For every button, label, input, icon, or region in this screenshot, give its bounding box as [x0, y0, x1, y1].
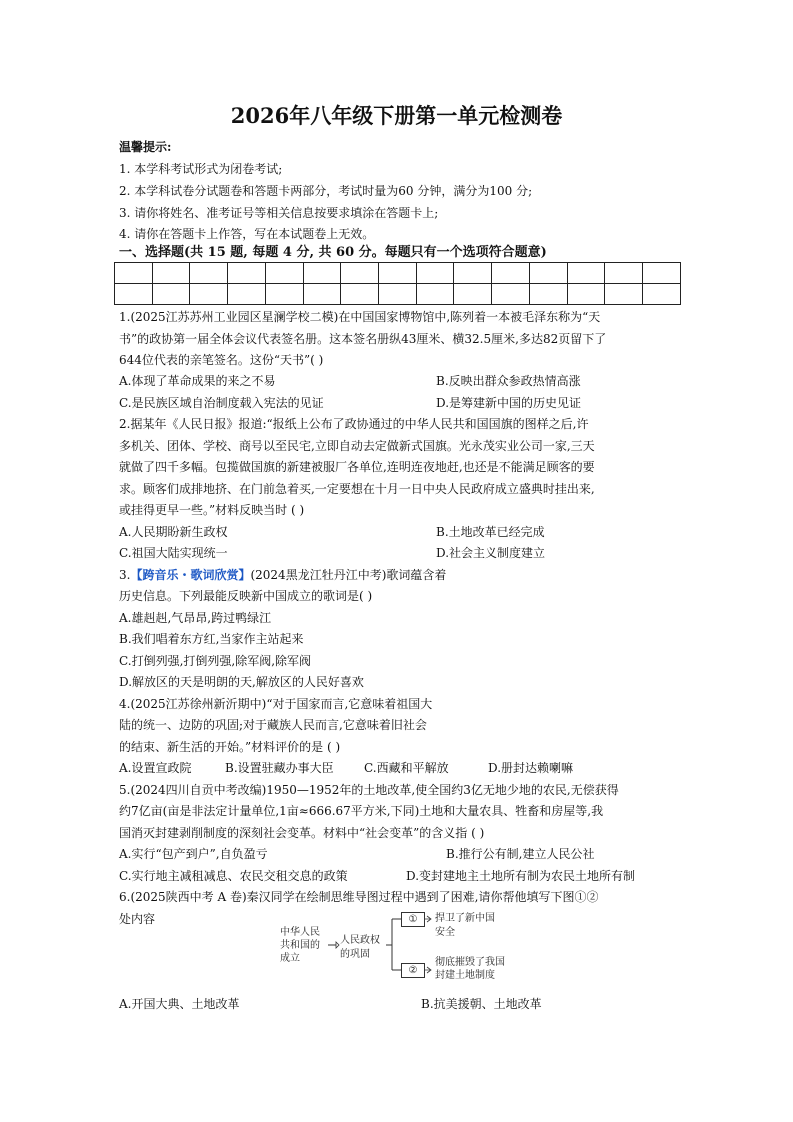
diagram-right-text: 安全	[435, 927, 455, 938]
option-b[interactable]: B.抗美援朝、土地改革	[421, 997, 542, 1011]
question-source: (2024黑龙江牡丹江中考)歌词蕴含着	[250, 568, 447, 582]
option-b[interactable]: B.我们唱着东方红,当家作主站起来	[119, 632, 304, 646]
question-text: 陆的统一、边防的巩固;对于藏族人民而言,它意味着旧社会	[119, 718, 427, 732]
question-text: 6.(2025陕西中考 A 卷)秦汉同学在绘制思维导图过程中遇到了困难,请你帮他填写下图①②	[119, 890, 599, 904]
diagram-right-text: 捍卫了新中国	[435, 913, 495, 924]
option-c[interactable]: C.祖国大陆实现统一	[119, 546, 228, 560]
question-text: 2.据某年《人民日报》报道:“报纸上公布了政协通过的中华人民共和国国旗的图样之后,许	[119, 417, 589, 431]
notice-item: 4. 请你在答题卡上作答，写在本试题卷上无效。	[119, 227, 375, 241]
option-c[interactable]: C.打倒列强,打倒列强,除军阀,除军阀	[119, 654, 312, 668]
mind-map-diagram	[278, 912, 528, 982]
answer-cell[interactable]	[379, 284, 417, 305]
answer-cell[interactable]	[303, 284, 341, 305]
option-c[interactable]: C.实行地主减租减息、农民交租交息的政策	[119, 869, 348, 883]
notice-item: 1. 本学科考试形式为闭卷考试;	[119, 162, 283, 176]
notice-item: 3. 请你将姓名、准考证号等相关信息按要求填涂在答题卡上;	[119, 206, 439, 220]
question-text: 的结束、新生活的开始。”材料评价的是 ( )	[119, 740, 341, 754]
question-number: 3.	[119, 568, 131, 582]
option-c[interactable]: C.西藏和平解放	[364, 761, 449, 775]
page-title: 2026年八年级下册第一单元检测卷	[230, 103, 563, 128]
section-heading: 一、选择题(共 15 题, 每题 4 分, 共 60 分。每题只有一个选项符合题意)	[119, 245, 547, 260]
answer-cell[interactable]	[265, 263, 303, 284]
option-b[interactable]: B.设置驻藏办事大臣	[225, 761, 334, 775]
answer-cell[interactable]	[416, 284, 454, 305]
answer-cell[interactable]	[605, 263, 643, 284]
diagram-right-text: 封建土地制度	[435, 970, 495, 981]
question-text	[119, 564, 446, 586]
diagram-left-text: 中华人民	[280, 927, 320, 938]
question-text: 处内容	[119, 912, 156, 926]
answer-cell[interactable]	[492, 263, 530, 284]
answer-cell[interactable]	[379, 263, 417, 284]
question-text: 约7亿亩(亩是非法定计量单位,1亩≈666.67平方米,下同)土地和大量农具、牲畜和房屋等,我	[119, 804, 604, 818]
answer-cell[interactable]	[152, 263, 190, 284]
answer-cell[interactable]	[115, 284, 153, 305]
answer-cell[interactable]	[567, 263, 605, 284]
option-a[interactable]: A.体现了革命成果的来之不易	[119, 374, 276, 388]
option-a[interactable]: A.雄赳赳,气昂昂,跨过鸭绿江	[119, 611, 272, 625]
answer-cell[interactable]	[152, 284, 190, 305]
answer-grid	[114, 262, 681, 305]
answer-cell[interactable]	[115, 263, 153, 284]
answer-cell[interactable]	[454, 284, 492, 305]
notice-item: 2. 本学科试卷分试题卷和答题卡两部分，考试时量为60 分钟，满分为100 分;	[119, 184, 533, 198]
option-b[interactable]: B.推行公有制,建立人民公社	[446, 847, 595, 861]
answer-cell[interactable]	[265, 284, 303, 305]
blank-marker-2: ②	[401, 963, 425, 978]
question-text: 5.(2024四川自贡中考改编)1950—1952年的土地改革,使全国约3亿无地少地的农民,无偿获得	[119, 783, 619, 797]
notice-heading: 温馨提示:	[119, 140, 172, 154]
answer-cell[interactable]	[492, 284, 530, 305]
question-text: 或挂得更早一些。”材料反映当时 ( )	[119, 503, 305, 517]
answer-cell[interactable]	[643, 263, 681, 284]
option-d[interactable]: D.是筹建新中国的历史见证	[436, 396, 582, 410]
option-a[interactable]: A.实行“包产到户”,自负盈亏	[119, 847, 268, 861]
option-d[interactable]: D.解放区的天是明朗的天,解放区的人民好喜欢	[119, 675, 364, 689]
option-b[interactable]: B.土地改革已经完成	[436, 525, 545, 539]
answer-cell[interactable]	[643, 284, 681, 305]
cross-subject-tag: 【跨音乐・歌词欣赏】	[130, 568, 251, 582]
answer-cell[interactable]	[567, 284, 605, 305]
question-text: 就做了四千多幅。包揽做国旗的新建被服厂各单位,连明连夜地赶,也还是不能满足顾客的要	[119, 460, 595, 474]
answer-cell[interactable]	[303, 263, 341, 284]
answer-cell[interactable]	[228, 284, 266, 305]
question-text: 644位代表的亲笔签名。这份“天书”( )	[119, 353, 324, 367]
question-text: 国消灭封建剥削制度的深刻社会变革。材料中“社会变革”的含义指 ( )	[119, 826, 485, 840]
answer-cell[interactable]	[416, 263, 454, 284]
diagram-middle-text: 的巩固	[340, 949, 370, 960]
answer-cell[interactable]	[529, 284, 567, 305]
answer-cell[interactable]	[341, 284, 379, 305]
option-d[interactable]: D.社会主义制度建立	[436, 546, 546, 560]
answer-cell[interactable]	[529, 263, 567, 284]
answer-cell[interactable]	[190, 284, 228, 305]
question-text: 4.(2025江苏徐州新沂期中)“对于国家而言,它意味着祖国大	[119, 697, 433, 711]
diagram-middle-text: 人民政权	[340, 935, 380, 946]
option-b[interactable]: B.反映出群众参政热情高涨	[436, 374, 581, 388]
question-text: 求。顾客们成排地挤、在门前急着买,一定要想在十月一日中央人民政府成立盛典时挂出来,	[119, 482, 595, 496]
diagram-left-text: 成立	[280, 953, 300, 964]
option-a[interactable]: A.开国大典、土地改革	[119, 997, 240, 1011]
option-c[interactable]: C.是民族区域自治制度载入宪法的见证	[119, 396, 324, 410]
question-text: 1.(2025江苏苏州工业园区星澜学校二模)在中国国家博物馆中,陈列着一本被毛泽东称为“天	[119, 310, 601, 324]
option-a[interactable]: A.设置宣政院	[119, 761, 192, 775]
answer-cell[interactable]	[605, 284, 643, 305]
question-text: 历史信息。下列最能反映新中国成立的歌词是( )	[119, 589, 373, 603]
question-text: 书”的政协第一届全体会议代表签名册。这本签名册纵43厘米、横32.5厘米,多达82页留下了	[119, 332, 607, 346]
diagram-right-text: 彻底摧毁了我国	[435, 957, 505, 968]
option-a[interactable]: A.人民期盼新生政权	[119, 525, 228, 539]
blank-marker-1: ①	[401, 912, 425, 927]
diagram-left-text: 共和国的	[280, 940, 320, 951]
question-text: 多机关、团体、学校、商号以至民宅,立即自动去定做新式国旗。光永茂实业公司一家,三天	[119, 439, 595, 453]
option-d[interactable]: D.变封建地主土地所有制为农民土地所有制	[406, 869, 636, 883]
answer-cell[interactable]	[454, 263, 492, 284]
answer-cell[interactable]	[190, 263, 228, 284]
answer-cell[interactable]	[228, 263, 266, 284]
option-d[interactable]: D.册封达赖喇嘛	[488, 761, 574, 775]
answer-cell[interactable]	[341, 263, 379, 284]
